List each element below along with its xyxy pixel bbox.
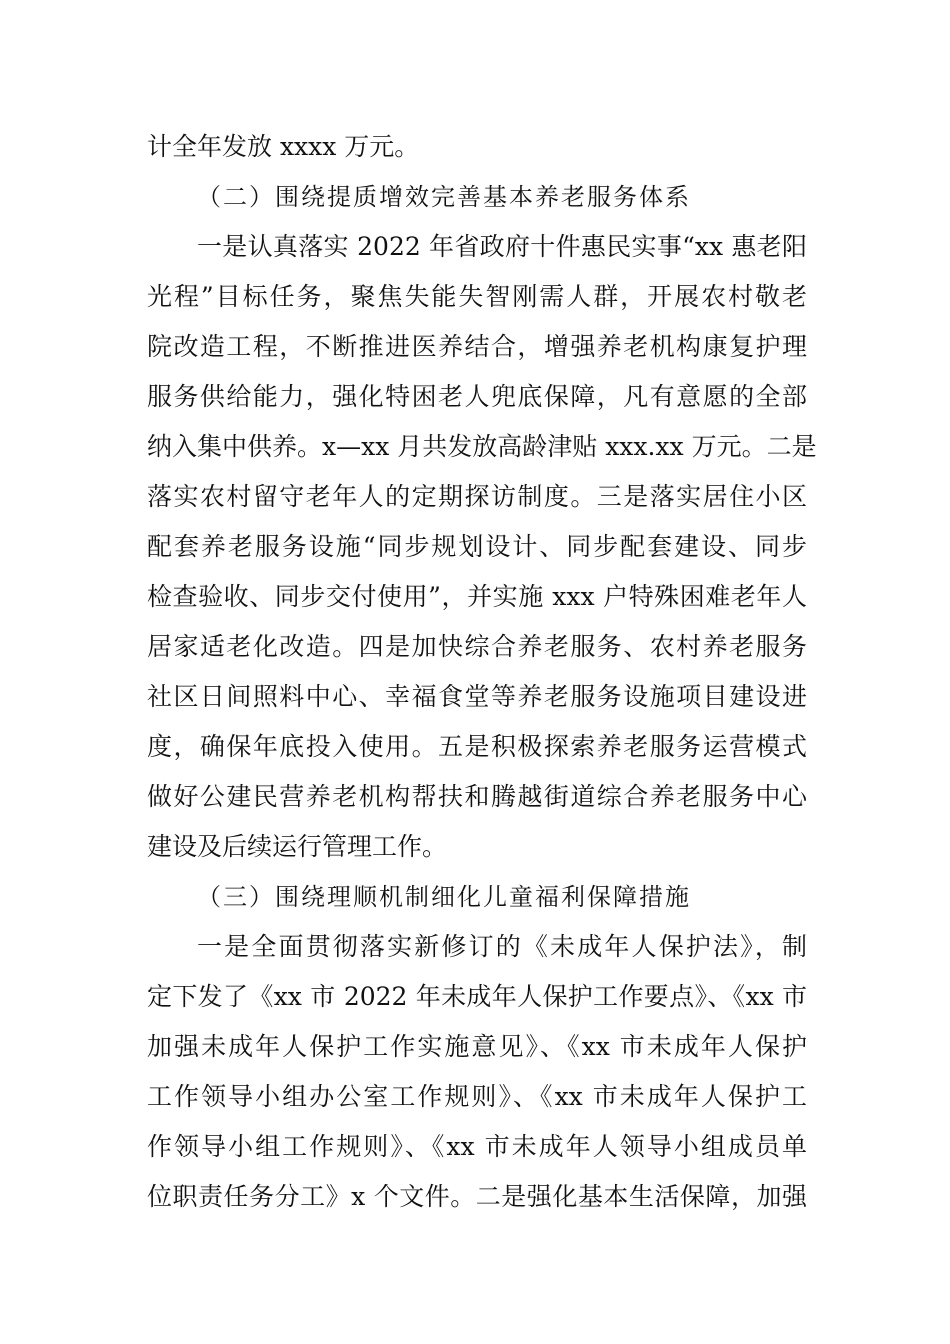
paragraph-line: 做好公建民营养老机构帮扶和腾越街道综合养老服务中心 (147, 782, 807, 811)
paragraph-line: 落实农村留守老年人的定期探访制度。三是落实居住小区 (147, 482, 807, 511)
paragraph-line: 服务供给能力，强化特困老人兜底保障，凡有意愿的全部 (147, 382, 807, 411)
paragraph-line: 作领导小组工作规则》、《xx 市未成年人领导小组成员单 (147, 1132, 807, 1161)
paragraph-line: 院改造工程，不断推进医养结合，增强养老机构康复护理 (147, 332, 807, 361)
paragraph-line: 度，确保年底投入使用。五是积极探索养老服务运营模式 (147, 732, 807, 761)
section-heading-3: （三）围绕理顺机制细化儿童福利保障措施 (197, 883, 691, 911)
paragraph-line: 计全年发放 xxxx 万元。 (147, 132, 420, 161)
paragraph-line: 光程”目标任务，聚焦失能失智刚需人群，开展农村敬老 (147, 282, 807, 311)
paragraph-line: 工作领导小组办公室工作规则》、《xx 市未成年人保护工 (147, 1082, 807, 1111)
paragraph-line: 居家适老化改造。四是加快综合养老服务、农村养老服务 (147, 632, 807, 661)
paragraph-line: 加强未成年人保护工作实施意见》、《xx 市未成年人保护 (147, 1032, 807, 1061)
paragraph-line: 纳入集中供养。x—xx 月共发放高龄津贴 xxx.xx 万元。二是 (147, 432, 817, 461)
section-heading-2: （二）围绕提质增效完善基本养老服务体系 (197, 183, 691, 211)
paragraph-line: 建设及后续运行管理工作。 (147, 832, 448, 861)
paragraph-line: 社区日间照料中心、幸福食堂等养老服务设施项目建设进 (147, 682, 807, 711)
paragraph-line: 一是全面贯彻落实新修订的《未成年人保护法》，制 (197, 932, 807, 961)
paragraph-line: 配套养老服务设施“同步规划设计、同步配套建设、同步 (147, 532, 807, 561)
paragraph-line: 位职责任务分工》x 个文件。二是强化基本生活保障，加强 (147, 1182, 807, 1211)
paragraph-line: 定下发了《xx 市 2022 年未成年人保护工作要点》、《xx 市 (147, 982, 807, 1011)
paragraph-line: 一是认真落实 2022 年省政府十件惠民实事“xx 惠老阳 (197, 232, 807, 261)
paragraph-line: 检查验收、同步交付使用”，并实施 xxx 户特殊困难老年人 (147, 582, 807, 611)
